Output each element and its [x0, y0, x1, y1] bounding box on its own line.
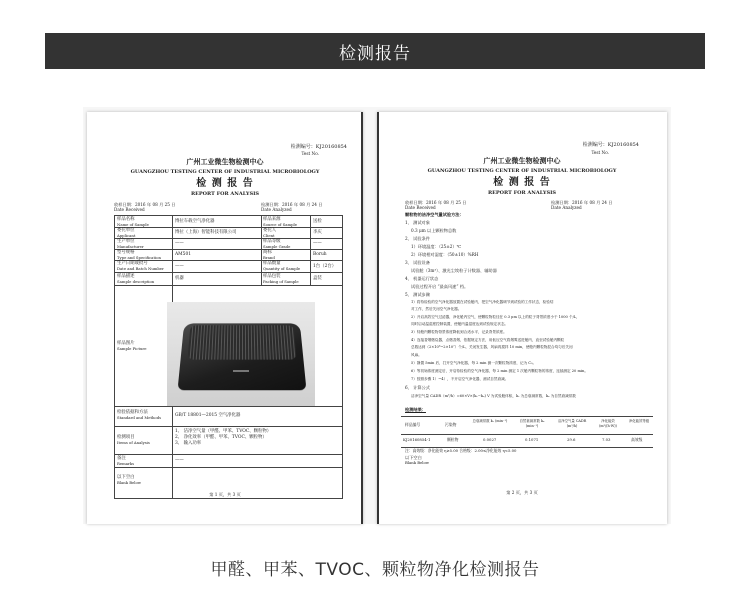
- row-label-en: Manufacturer: [117, 243, 144, 249]
- method-line: 6）等初始浓度测定后，开启待检验的空气净化器，每 2 min 测定 1 次舱内颗粒物的浓度，连续测定 20 min。: [411, 369, 588, 373]
- report-caption: 甲醛、甲苯、TVOC、颗粒物净化检测报告: [210, 560, 540, 580]
- blank-below: 以下空白: [405, 455, 422, 460]
- air-purifier-grille: [187, 325, 296, 359]
- result-notes: 注：高效级：净化能效 η≥5.00 合格级：2.00≤净化能效 η<5.00: [405, 448, 517, 453]
- row-value: ——: [175, 263, 184, 269]
- row-label: 生产日期或批号: [117, 261, 148, 266]
- row-label2-en: Sample Grade: [263, 243, 291, 249]
- row-label: 样品描述: [117, 273, 135, 279]
- standard-label: 检验依据和方法: [117, 410, 148, 415]
- standard-label-en: Standard and Methods: [117, 415, 162, 420]
- row-value2: 盒装: [313, 276, 322, 281]
- org-name-en: GUANGZHOU TESTING CENTER OF INDUSTRIAL MICROBIOLOGY: [427, 168, 617, 174]
- page-title: 检测报告: [339, 43, 411, 64]
- date-analyzed-en: Date Analyzed: [551, 205, 582, 210]
- method-line: 试验过程开启 “最高风速” 档。: [411, 284, 469, 289]
- method-line: 5、 测试步骤: [405, 292, 430, 297]
- date-received-en: Date Received: [114, 207, 145, 212]
- method-line: 5）静置 5min 后，打开空气净化器，每 2 min 测一次颗粒物浓度，记为 C₀。: [411, 361, 537, 365]
- row-label2: 样品包装: [263, 273, 281, 279]
- method-line: 6、 计算公式: [405, 385, 430, 390]
- device-logo: [233, 370, 249, 372]
- date-received: 收样日期：2016 年 08 月 25 日: [114, 202, 176, 207]
- standard-value: GB/T 18801—2015 空气净化器: [175, 413, 241, 418]
- result-header: 净化能效等级: [628, 419, 650, 423]
- method-line: 4）连接香烟燃烧器，点燃香烟，依据规定方法，用低压空气将烟雾送进舱内，直至试验舱内颗粒: [411, 338, 565, 342]
- blank-below-en: Blank Below: [405, 460, 430, 465]
- date-received-en: Date Received: [405, 205, 436, 210]
- method-line: 1）环境温度：（25±2）℃: [411, 244, 462, 249]
- report-page-1: [87, 112, 363, 524]
- picture-label-en: Sample Picture: [117, 346, 147, 351]
- row-label2: 样品等级: [263, 239, 281, 244]
- row-label: 型号规格: [117, 250, 135, 255]
- method-line: 4、 机器运行状态: [405, 276, 439, 281]
- picture-label: 样品图片: [117, 341, 135, 346]
- method-line: 同时启动温湿度控制装置，使舱内温湿度达到试验规定状态。: [411, 322, 509, 326]
- row-value2: Boruh: [313, 252, 327, 257]
- result-header: 自然衰减常数 kₙ (min⁻¹): [519, 419, 545, 428]
- remarks-label-en: Remarks: [117, 461, 135, 466]
- org-name-cn: 广州工业微生物检测中心: [483, 156, 561, 165]
- row-label2-en: Client: [263, 232, 275, 238]
- org-name-cn: 广州工业微生物检测中心: [186, 157, 264, 166]
- items-line: 2、 净化效率（甲醛、甲苯、TVOC、颗粒物）: [175, 435, 267, 440]
- row-label2: 样品来源: [263, 217, 281, 222]
- report-title-cn: 检 测 报 告: [493, 177, 551, 188]
- row-label2: 商标: [263, 250, 272, 255]
- method-line: 2）环境相对湿度：（50±10）%RH: [411, 252, 479, 257]
- report-title-en: REPORT FOR ANALYSIS: [487, 190, 557, 196]
- report-title-cn: 检 测 报 告: [196, 178, 254, 189]
- remarks-value: ——: [175, 458, 184, 463]
- page-footer: 第 1 页，共 3 页: [209, 492, 241, 497]
- method-line: 7）按照步骤 1）~4），不开启空气净化器，测试自然衰减。: [411, 377, 509, 381]
- test-no-label: Test No.: [591, 150, 609, 155]
- row-label: 样品名称: [117, 217, 135, 222]
- page-footer: 第 2 页，共 3 页: [506, 490, 538, 495]
- date-analyzed: 检测日期：2016 年 08 月 24 日: [551, 200, 613, 205]
- items-line: 1、 洁净空气量（甲醛、甲苯、TVOC、颗粒物）: [175, 429, 272, 434]
- method-line: 洁净空气量 CADR（m³/h）=60×V×(kₑ−kₙ) V 为试验舱体积，kₑ 为总衰减常数，kₙ 为自然衰减常数: [411, 394, 576, 398]
- method-line: 3）待舱内颗粒物背景浓度降低到合适水平，记录背景浓度。: [411, 330, 507, 334]
- result-header: 净化能效 (m³/(h·W)): [599, 419, 617, 428]
- row-label2: 样品数量: [263, 261, 281, 266]
- method-line: 2、 试验条件: [405, 236, 430, 241]
- result-cell: 颗粒物: [447, 437, 459, 442]
- row-label2: 委托人: [263, 228, 277, 233]
- method-line: 试验舱（3m³）、激光尘埃粒子计数器、辅助器: [411, 268, 497, 273]
- method-line: 1、 测试对象: [405, 220, 430, 225]
- test-no-label: Test No.: [301, 151, 319, 156]
- result-cell: 7.03: [602, 437, 611, 442]
- row-label-en: Date and Batch Number: [117, 266, 164, 271]
- method-line: 颗粒物的洁净空气量试验方法：: [405, 212, 464, 217]
- row-value2: 李庆: [313, 230, 322, 235]
- row-label2-en: Packing of Sample: [263, 278, 299, 284]
- remarks-label: 备注: [117, 456, 126, 461]
- row-value: 博拉（上海）智能科技有限公司: [175, 230, 237, 235]
- org-name-en: GUANGZHOU TESTING CENTER OF INDUSTRIAL MICROBIOLOGY: [130, 169, 320, 175]
- method-line: 对工作，然后关闭空气净化器。: [411, 307, 462, 311]
- result-table: [401, 416, 653, 448]
- row-label-en: Applicant: [117, 232, 136, 238]
- result-cell: 高效级: [631, 437, 643, 442]
- row-label-en: Name of Sample: [117, 221, 149, 227]
- items-label-en: Items of Analysis: [117, 440, 150, 445]
- row-value: ——: [175, 241, 184, 246]
- result-header: 总衰减常数 kₑ (min⁻¹): [472, 419, 508, 423]
- row-label: 生产单位: [117, 239, 135, 244]
- report-number: 检测编号：KJ20160854: [582, 142, 639, 148]
- method-line: 3、 试验设备: [405, 260, 430, 265]
- result-header: 洁净空气量 CADR (m³/h): [557, 419, 587, 428]
- row-value: 博拉车载空气净化器: [175, 219, 215, 224]
- row-value: 机器: [175, 276, 184, 281]
- sample-photo: [167, 302, 315, 406]
- row-label-en: Sample description: [117, 278, 155, 284]
- date-analyzed-en: Date Analyzed: [261, 207, 292, 212]
- report-title-en: REPORT FOR ANALYSIS: [190, 191, 260, 197]
- report-page-2: [377, 112, 667, 524]
- report-number: 检测编号：KJ20160854: [290, 144, 347, 150]
- result-cell: 0.1071: [525, 437, 539, 442]
- date-analyzed: 检测日期：2016 年 08 月 24 日: [261, 202, 323, 207]
- row-value: AM501: [175, 252, 192, 257]
- row-label2-en: Quantity of Sample: [263, 266, 301, 271]
- blank-below: 以下空白: [117, 475, 135, 480]
- header-bar: [45, 33, 705, 69]
- row-value2: 1台（2台）: [313, 263, 337, 269]
- row-label2-en: Source of Sample: [263, 221, 297, 227]
- row-label-en: Type and Specification: [117, 254, 161, 260]
- result-cell: 0.0027: [483, 437, 497, 442]
- result-header: 污染物: [445, 422, 457, 427]
- method-line: 2）开启高效空气过滤器，净化舱内空气，使颗粒物粒径在 0.3 μm 以上的粒子背景浓度小于 1000 个/L，: [411, 315, 580, 319]
- blank-below-en: Blank Below: [117, 480, 142, 485]
- row-value2: 送检: [313, 219, 322, 224]
- method-line: 0.3 μm 以上颗粒物总数: [411, 228, 457, 233]
- row-label: 委托单位: [117, 228, 135, 233]
- items-line: 3、 输入功率: [175, 441, 202, 446]
- method-line: 总数达到（2×10⁶~2×10⁷）个/L，关闭发生器，风扇再搅拌 10 min，使舱内颗粒物混合均匀后关闭: [411, 345, 573, 349]
- row-label2-en: Brand: [263, 254, 275, 260]
- items-label: 检测项目: [117, 435, 135, 440]
- result-cell: 29.6: [567, 437, 576, 442]
- result-cell: KJ20160854-1: [403, 437, 431, 442]
- row-value2: ——: [313, 241, 322, 246]
- result-header: 样品编号: [405, 422, 421, 427]
- date-received: 收样日期：2016 年 08 月 25 日: [405, 200, 467, 205]
- method-line: 风扇。: [411, 353, 422, 357]
- result-title: 检测结果：: [405, 407, 426, 412]
- method-line: 1）将待检验的空气净化器放置在试验舱内，把空气净化器调节到试验的工作状态，检验结: [411, 300, 554, 304]
